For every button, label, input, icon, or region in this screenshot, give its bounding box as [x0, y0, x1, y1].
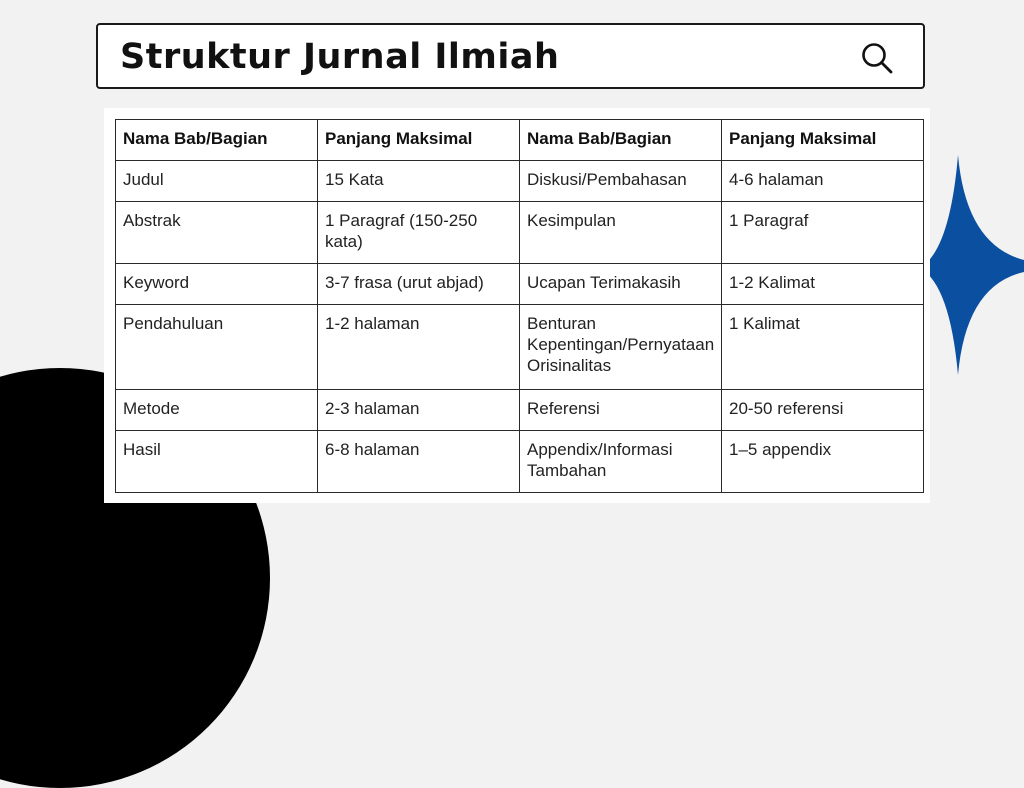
table-cell: Abstrak	[116, 202, 318, 264]
search-icon[interactable]	[859, 40, 895, 76]
jurnal-structure-table	[115, 119, 924, 493]
table-cell: 1 Paragraf (150-250 kata)	[318, 202, 520, 264]
table-cell: Referensi	[520, 390, 722, 431]
table-cell: 1 Kalimat	[722, 305, 924, 390]
table-cell: Hasil	[116, 431, 318, 493]
table-cell: Pendahuluan	[116, 305, 318, 390]
page-title: Struktur Jurnal Ilmiah	[120, 37, 560, 77]
table-cell: 1 Paragraf	[722, 202, 924, 264]
table-cell: Kesimpulan	[520, 202, 722, 264]
table-cell: 1-2 halaman	[318, 305, 520, 390]
title-bar	[96, 23, 925, 89]
table-cell: Benturan Kepentingan/Pernyataan Orisinalitas	[520, 305, 722, 390]
table-row	[116, 202, 924, 264]
header-cell: Panjang Maksimal	[318, 120, 520, 161]
table-cell: Keyword	[116, 264, 318, 305]
table-row	[116, 431, 924, 493]
table-header-row	[116, 120, 924, 161]
table-cell: 6-8 halaman	[318, 431, 520, 493]
decorative-star-shape	[920, 150, 1024, 380]
table-cell: 3-7 frasa (urut abjad)	[318, 264, 520, 305]
header-cell: Panjang Maksimal	[722, 120, 924, 161]
table-cell: 4-6 halaman	[722, 161, 924, 202]
table-cell: 2-3 halaman	[318, 390, 520, 431]
table-cell: 15 Kata	[318, 161, 520, 202]
table-row	[116, 264, 924, 305]
table-cell: 1–5 appendix	[722, 431, 924, 493]
table-cell: Judul	[116, 161, 318, 202]
table-cell: 20-50 referensi	[722, 390, 924, 431]
header-cell: Nama Bab/Bagian	[116, 120, 318, 161]
table-cell: Appendix/Informasi Tambahan	[520, 431, 722, 493]
table-row	[116, 390, 924, 431]
table-row	[116, 305, 924, 390]
table-cell: Ucapan Terimakasih	[520, 264, 722, 305]
table-cell: Diskusi/Pembahasan	[520, 161, 722, 202]
table-cell: Metode	[116, 390, 318, 431]
table-cell: 1-2 Kalimat	[722, 264, 924, 305]
table-card	[104, 108, 930, 503]
header-cell: Nama Bab/Bagian	[520, 120, 722, 161]
table-row	[116, 161, 924, 202]
